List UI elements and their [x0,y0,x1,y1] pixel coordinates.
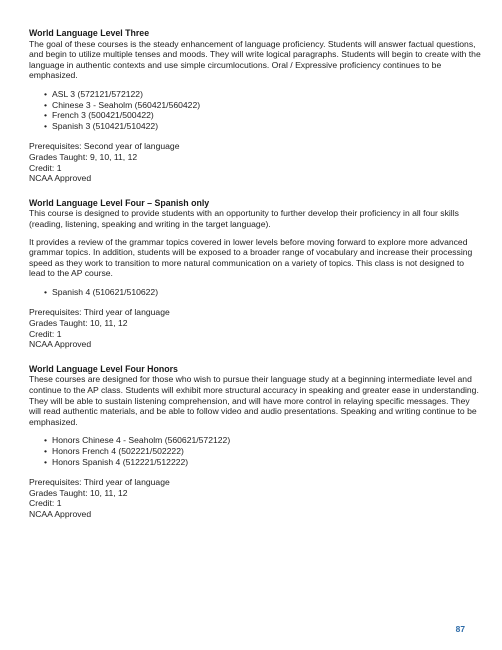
course-item: • ASL 3 (572121/572122) [44,89,481,100]
grades-taught: Grades Taught: 10, 11, 12 [29,318,128,329]
section-description: These courses are designed for those who wish to pursue their language study at a beginning intermediate level and continue to the AP class. Students will exhibit more structural accuracy in speaking and greater ease in understanding. They will be able to sustain listening comprehension, and will have more control in relaying specific messages. They will read authentic materials, and be able to follow video and audio presentations. Speaking and writing continue to be emphasized. [29,374,479,427]
course-list [29,89,481,131]
course-item: • Spanish 4 (510621/510622) [44,287,481,298]
section-title: World Language Level Four – Spanish only [29,197,210,208]
section-description: This course is designed to provide students with an opportunity to further develop their proficiency in all four skills (reading, listening, speaking and writing in the target language). [29,208,459,229]
document-page [29,28,481,534]
section-title: World Language Level Four Honors [29,363,178,374]
course-meta [29,141,481,183]
course-item: • Honors French 4 (502221/502222) [44,446,481,457]
course-item: • Spanish 3 (510421/510422) [44,121,481,132]
section-level-three [29,28,481,184]
course-list [29,435,481,467]
grades-taught: Grades Taught: 10, 11, 12 [29,487,128,498]
prerequisites: Prerequisites: Third year of language [29,477,170,488]
section-description: The goal of these courses is the steady enhancement of language proficiency. Students will answer factual questions, and begin to utilize multiple tenses and moods. They will write logical paragraphs. Students will begin to create with the language in authentic contexts and use simple circumlocutions. Oral / Expressive proficiency continues to be emphasized. [29,38,481,81]
course-item: • Chinese 3 - Seaholm (560421/560422) [44,100,481,111]
section-title: World Language Level Three [29,28,150,38]
course-item: • French 3 (500421/500422) [44,110,481,121]
page-number: 87 [455,624,465,634]
course-meta [29,307,481,349]
section-description: It provides a review of the grammar topics covered in lower levels before moving forward to explore more advanced grammar topics. In addition, students will be exposed to a broader range of vocabulary and increase their processing speed as they work to transition to more natural communication on a variety of topics. This class is not designed to lead to the AP course. [29,236,473,279]
course-meta [29,477,481,519]
credit: Credit: 1 [29,328,62,339]
course-item: • Honors Spanish 4 (512221/512222) [44,457,481,468]
prerequisites: Prerequisites: Second year of language [29,141,180,152]
credit: Credit: 1 [29,162,62,173]
ncaa-status: NCAA Approved [29,173,92,184]
section-level-four-honors [29,364,481,520]
grades-taught: Grades Taught: 9, 10, 11, 12 [29,151,138,162]
section-level-four-spanish [29,198,481,350]
ncaa-status: NCAA Approved [29,508,92,519]
ncaa-status: NCAA Approved [29,339,92,350]
course-item: • Honors Chinese 4 - Seaholm (560621/572122) [44,435,481,446]
prerequisites: Prerequisites: Third year of language [29,307,170,318]
course-list [29,287,481,298]
credit: Credit: 1 [29,498,62,509]
